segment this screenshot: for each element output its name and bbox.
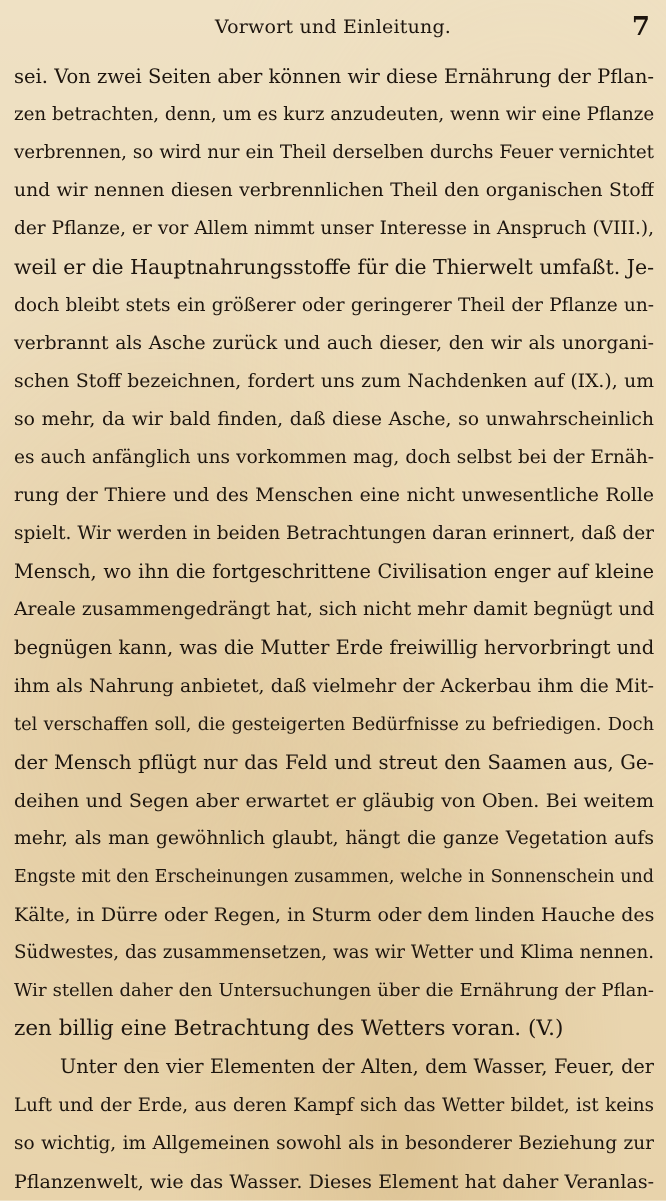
paragraph-2	[14, 1048, 654, 1200]
text-line: schen Stoff bezeichnen, fordert uns zum Nachdenken auf (IX.), um	[14, 370, 654, 392]
text-line: deihen und Segen aber erwartet er gläubig von Oben. Bei weitem	[14, 789, 654, 812]
paragraph-1	[14, 58, 654, 1048]
text-line: tel verschaffen soll, die gesteigerten Bedürfnisse zu befriedigen. Doch	[14, 714, 654, 735]
text-line: so wichtig, im Allgemeinen sowohl als in besonderer Beziehung zur	[14, 1132, 654, 1154]
text-line: es auch anfänglich uns vorkommen mag, doch selbst bei der Ernäh-	[14, 446, 654, 468]
text-line: so mehr, da wir bald finden, daß diese Asche, so unwahrscheinlich	[14, 408, 654, 430]
text-line: zen betrachten, denn, um es kurz anzudeuten, wenn wir eine Pflanze	[14, 104, 654, 126]
page-number: 7	[631, 12, 650, 42]
text-line: mehr, als man gewöhnlich glaubt, hängt die ganze Vegetation aufs	[14, 827, 654, 849]
text-line: Südwestes, das zusammensetzen, was wir Wetter und Klima nennen.	[14, 942, 654, 964]
text-line: Areale zusammengedrängt hat, sich nicht mehr damit begnügt und	[14, 599, 654, 621]
text-line: spielt. Wir werden in beiden Betrachtungen daran erinnert, daß der	[14, 523, 654, 545]
text-line: ihm als Nahrung anbietet, daß vielmehr der Ackerbau ihm die Mit-	[14, 675, 654, 697]
text-line: verbrennen, so wird nur ein Theil derselben durchs Feuer vernichtet	[14, 142, 654, 164]
running-head-title: Vorwort und Einleitung.	[214, 16, 452, 38]
text-line: Wir stellen daher den Untersuchungen über die Ernährung der Pflan-	[14, 980, 654, 1002]
text-line: Mensch, wo ihn die fortgeschrittene Civilisation enger auf kleine	[14, 560, 654, 584]
text-line: Kälte, in Dürre oder Regen, in Sturm oder dem linden Hauche des	[14, 904, 654, 927]
text-line: Pflanzenwelt, wie das Wasser. Dieses Element hat daher Veranlas-	[14, 1170, 654, 1193]
running-head	[0, 14, 666, 42]
text-line: und wir nennen diesen verbrennlichen Theil den organischen Stoff	[14, 180, 654, 202]
text-line: verbrannt als Asche zurück und auch dieser, den wir als unorgani-	[14, 332, 654, 354]
text-line: doch bleibt stets ein größerer oder geringerer Theil der Pflanze un-	[14, 294, 654, 316]
text-line: weil er die Hauptnahrungsstoffe für die Thierwelt umfaßt. Je-	[14, 255, 654, 280]
text-line: der Mensch pflügt nur das Feld und streut den Saamen aus, Ge-	[14, 750, 654, 774]
text-line: Engste mit den Erscheinungen zusammen, welche in Sonnenschein und	[14, 866, 654, 887]
text-line: Unter den vier Elementen der Alten, dem Wasser, Feuer, der	[60, 1055, 654, 1079]
text-line: zen billig eine Betrachtung des Wetters voran. (V.)	[14, 1016, 564, 1042]
body-text	[14, 58, 654, 1201]
text-line: der Pflanze, er vor Allem nimmt unser Interesse in Anspruch (VIII.),	[14, 218, 654, 240]
text-line: sei. Von zwei Seiten aber können wir diese Ernährung der Pflan-	[14, 65, 654, 88]
text-line: begnügen kann, was die Mutter Erde freiwillig hervorbringt und	[14, 636, 654, 660]
text-line: rung der Thiere und des Menschen eine nicht unwesentliche Rolle	[14, 485, 654, 507]
text-line: Luft und der Erde, aus deren Kampf sich das Wetter bildet, ist keins	[14, 1094, 654, 1116]
